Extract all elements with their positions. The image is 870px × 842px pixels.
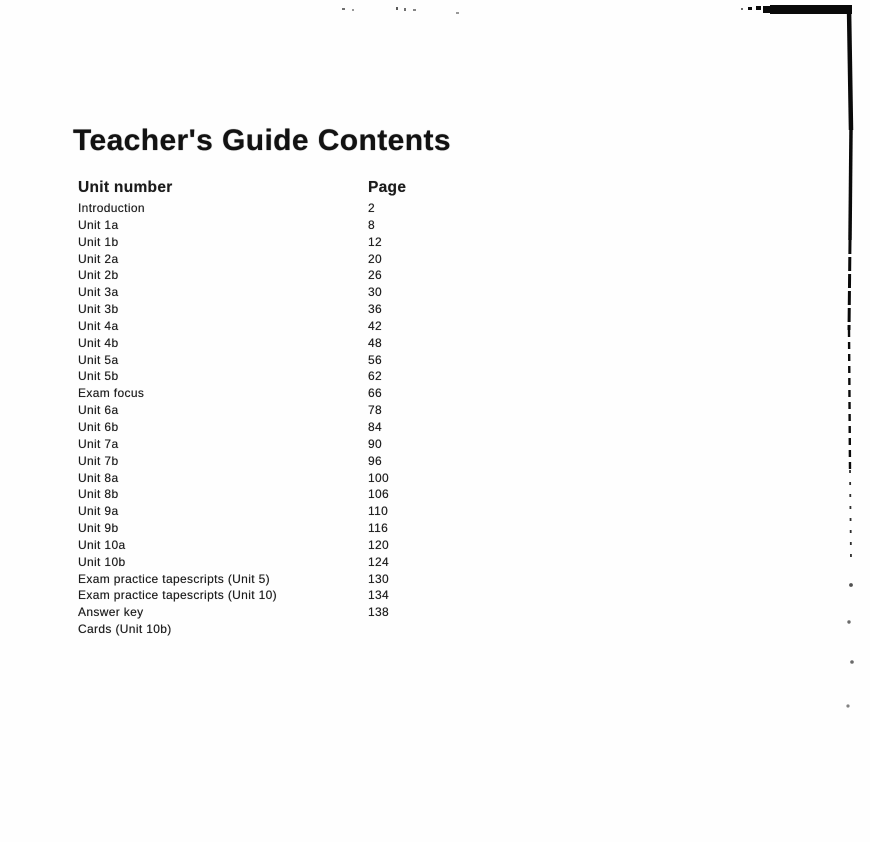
toc-row xyxy=(78,571,478,588)
table-of-contents xyxy=(78,178,478,638)
toc-row xyxy=(78,503,478,520)
toc-entry-page-number: 138 xyxy=(368,605,390,620)
toc-entry-label: Unit 1b xyxy=(78,234,119,249)
toc-row xyxy=(78,621,478,638)
toc-row xyxy=(78,335,478,352)
toc-entry-page-number: 134 xyxy=(368,588,390,603)
toc-entry-page-number: 78 xyxy=(368,403,383,418)
toc-entry-label: Unit 7a xyxy=(78,436,119,451)
column-header-unit-number: Unit number xyxy=(78,179,173,196)
toc-entry-page-number: 96 xyxy=(368,453,383,468)
toc-entry-page-number: 90 xyxy=(368,436,383,451)
toc-row xyxy=(78,402,478,419)
toc-entry-page-number: 120 xyxy=(368,537,390,552)
toc-entry-page-number: 116 xyxy=(368,521,389,536)
toc-entry-page-number: 66 xyxy=(368,386,383,401)
toc-row xyxy=(78,234,478,251)
toc-entry-label: Exam practice tapescripts (Unit 5) xyxy=(78,571,270,586)
toc-entry-label: Exam practice tapescripts (Unit 10) xyxy=(78,588,277,603)
toc-entry-label: Answer key xyxy=(78,605,144,620)
toc-entry-label: Unit 5a xyxy=(78,352,119,367)
toc-entry-page-number: 26 xyxy=(368,268,383,283)
toc-entry-label: Unit 1a xyxy=(78,217,119,232)
toc-entry-label: Unit 9a xyxy=(78,504,119,519)
toc-entry-page-number: 48 xyxy=(368,335,383,350)
toc-entry-page-number: 106 xyxy=(368,487,390,502)
toc-row xyxy=(78,352,478,369)
toc-entry-label: Unit 6a xyxy=(78,403,119,418)
toc-entry-label: Unit 10a xyxy=(78,537,126,552)
toc-row xyxy=(78,587,478,604)
toc-entry-label: Unit 10b xyxy=(78,554,126,569)
toc-entry-page-number: 8 xyxy=(368,217,376,232)
toc-row xyxy=(78,267,478,284)
toc-row xyxy=(78,604,478,621)
toc-row xyxy=(78,486,478,503)
toc-row xyxy=(78,537,478,554)
toc-entry-label: Unit 5b xyxy=(78,369,119,384)
scan-artifact-top-bar xyxy=(741,5,852,14)
toc-row xyxy=(78,251,478,268)
page-title: Teacher's Guide Contents xyxy=(73,124,451,157)
toc-entry-page-number: 2 xyxy=(368,201,376,215)
toc-entry-label: Unit 8b xyxy=(78,487,119,502)
toc-entry-label: Unit 3a xyxy=(78,285,119,300)
toc-entry-label: Unit 8a xyxy=(78,470,119,485)
toc-entry-page-number: 62 xyxy=(368,369,383,384)
toc-entry-label: Unit 4a xyxy=(78,318,119,333)
scan-artifact-right-line xyxy=(847,8,853,707)
toc-entry-label: Unit 3b xyxy=(78,302,119,317)
toc-entry-label: Unit 6b xyxy=(78,419,119,434)
toc-entry-page-number: 36 xyxy=(368,302,383,317)
toc-entry-label: Unit 2b xyxy=(78,268,119,283)
toc-row xyxy=(78,385,478,402)
toc-entry-page-number: 30 xyxy=(368,285,383,300)
toc-entry-label: Unit 7b xyxy=(78,453,119,468)
toc-row xyxy=(78,419,478,436)
toc-entry-page-number: 12 xyxy=(368,234,383,249)
toc-row xyxy=(78,200,478,217)
toc-entry-page-number: 42 xyxy=(368,318,383,333)
toc-row xyxy=(78,217,478,234)
toc-entry-label: Cards (Unit 10b) xyxy=(78,622,172,637)
toc-entry-page-number: 56 xyxy=(368,352,383,367)
toc-row xyxy=(78,470,478,487)
scan-artifact-top-specks xyxy=(342,7,459,14)
toc-row xyxy=(78,520,478,537)
toc-row xyxy=(78,318,478,335)
toc-entry-page-number: 20 xyxy=(368,251,383,266)
toc-entry-page-number: 124 xyxy=(368,554,390,569)
toc-row xyxy=(78,453,478,470)
toc-entry-label: Unit 4b xyxy=(78,335,119,350)
toc-row xyxy=(78,554,478,571)
column-header-page: Page xyxy=(368,179,407,196)
toc-row xyxy=(78,436,478,453)
toc-entry-page-number: 110 xyxy=(368,504,389,519)
toc-header-row xyxy=(78,178,478,198)
toc-row xyxy=(78,284,478,301)
toc-entry-page-number: 84 xyxy=(368,419,383,434)
toc-entry-label: Exam focus xyxy=(78,386,145,401)
toc-entry-label: Introduction xyxy=(78,201,145,215)
toc-entry-page-number: 100 xyxy=(368,470,390,485)
toc-row xyxy=(78,301,478,318)
toc-entry-label: Unit 9b xyxy=(78,521,119,536)
toc-entry-label: Unit 2a xyxy=(78,251,119,266)
toc-entry-page-number: 130 xyxy=(368,571,390,586)
toc-rows xyxy=(78,200,478,638)
toc-row xyxy=(78,368,478,385)
